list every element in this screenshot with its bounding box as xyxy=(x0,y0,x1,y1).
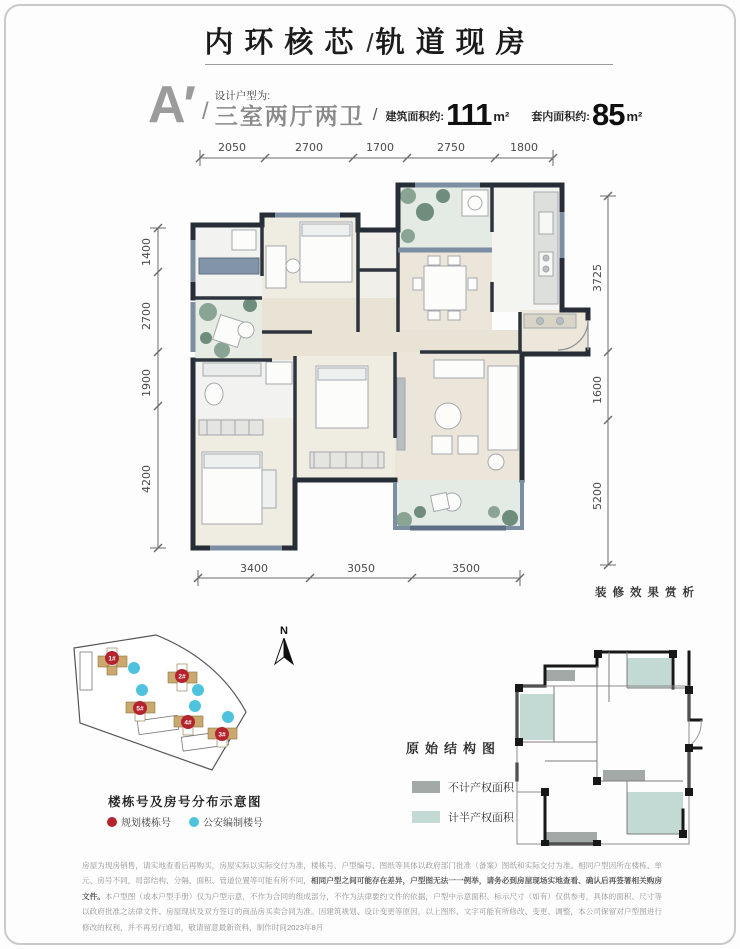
dim-top-2: 2700 xyxy=(295,141,323,154)
slash-icon: / xyxy=(202,98,209,125)
header-divider xyxy=(205,64,613,65)
decor-note: 装修效果赏析 xyxy=(595,587,700,599)
built-area-value: 111 xyxy=(446,97,492,132)
dim-top-1: 2050 xyxy=(218,141,246,154)
dim-left-2: 2700 xyxy=(140,302,153,330)
north-arrow-icon xyxy=(275,625,293,664)
dim-right-3: 5200 xyxy=(591,482,604,510)
unit-spec-row xyxy=(148,70,643,134)
floor-plan xyxy=(130,135,680,620)
site-boundary xyxy=(74,635,246,770)
title-right: 轨道现房 xyxy=(375,27,536,59)
dim-bottom-2: 3050 xyxy=(347,562,375,575)
title-separator: / xyxy=(366,28,374,58)
dim-right-2: 1600 xyxy=(591,376,604,404)
structure-legend-gray: 不计产权面积 xyxy=(412,779,514,795)
inner-area-label: 套内面积约: xyxy=(531,111,590,123)
slash-icon: / xyxy=(372,105,378,124)
building-label: 4# xyxy=(184,719,192,727)
teal-swatch-icon xyxy=(412,811,440,823)
disclaimer-text: 房屋为现房销售，请实地查看后再购买，房屋实际以实际交付为准，楼栋号、户型编号、图纸等具体以政府部门批准（备案）图纸和实际交付为准。相同户型因所在楼栋、单元、房号不同，局部结构、分隔、面积、管道位置等可能有所不同，相同户型之间可能存在差异，户型图无法一一例举，请务必到房屋现场实地查看、确认后再签署相关购房文件。本户型图（或本户型手册）仅为户型示意，不作为合同的组成部分，不作为法律要约文件的依据，户型中示意面积、标示尺寸（如有）仅供参考，具体的面积、尺寸等以政府批准之法律文件、房屋现状及双方签订的商品房买卖合同为准。因建筑规划、设计变更等原因，以上图形、文字可能有所修改、变更、调整，本公司保留对户型图进行修改的权利，并不再另行通知，敬请留意最新资料，制作时间2023年8月 xyxy=(82,860,663,932)
structure-legend-teal: 计半产权面积 xyxy=(412,809,514,825)
site-plan xyxy=(60,620,310,790)
layout-block xyxy=(215,88,365,128)
dim-left-3: 1900 xyxy=(140,369,153,397)
inner-area-value: 85 xyxy=(591,97,625,132)
built-area-label: 建筑面积约: xyxy=(385,111,445,123)
built-area-unit: m² xyxy=(493,109,510,124)
dim-left-1: 1400 xyxy=(140,238,153,266)
north-label: N xyxy=(280,625,288,637)
unit-code: A′ xyxy=(148,76,195,134)
design-label: 设计户型为: xyxy=(214,90,271,102)
dim-right-1: 3725 xyxy=(591,264,604,292)
structure-title: 原始结构图 xyxy=(406,741,502,756)
structure-diagram xyxy=(505,642,715,854)
legend-item-police: 公安编制楼号 xyxy=(189,814,263,829)
building-label: 5# xyxy=(136,705,144,713)
page-title xyxy=(0,20,740,61)
dim-bottom-1: 3400 xyxy=(240,562,268,575)
site-plan-caption: 楼栋号及房号分布示意图 xyxy=(107,795,262,809)
layout-name: 三室两厅两卫 xyxy=(214,103,365,129)
inner-area-unit: m² xyxy=(626,109,643,124)
site-plan-legend xyxy=(60,814,310,829)
legend-item-planned: 规划楼栋号 xyxy=(107,814,171,829)
building-label: 3# xyxy=(218,731,226,739)
dim-top-4: 2750 xyxy=(437,141,465,154)
building-label: 1# xyxy=(108,655,116,663)
dim-top-3: 1700 xyxy=(366,141,394,154)
dim-top-5: 1800 xyxy=(510,141,538,154)
blue-dot-icon xyxy=(189,817,199,827)
dim-left-4: 4200 xyxy=(140,465,153,493)
title-left: 内环核芯 xyxy=(204,27,365,59)
dim-bottom-3: 3500 xyxy=(452,562,480,575)
gray-swatch-icon xyxy=(412,781,440,793)
red-dot-icon xyxy=(107,817,117,827)
building-label: 2# xyxy=(178,673,186,681)
